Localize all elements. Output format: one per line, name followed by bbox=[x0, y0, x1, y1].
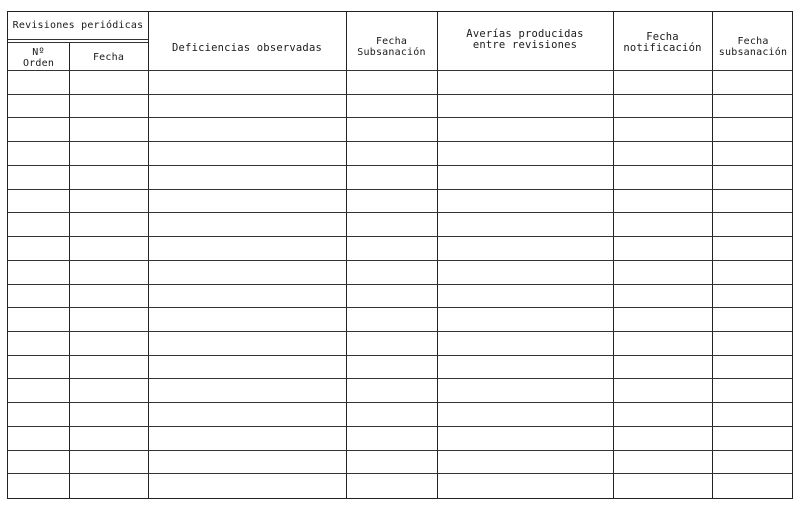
header-revisiones-periodicas: Revisiones periódicas bbox=[12, 20, 144, 31]
table-row-rule bbox=[8, 165, 792, 166]
header-deficiencias-observadas: Deficiencias observadas bbox=[172, 41, 322, 54]
table-row-rule bbox=[8, 426, 792, 427]
table-row-rule bbox=[8, 94, 792, 95]
maintenance-log-form bbox=[7, 11, 793, 499]
header-bottom-rule bbox=[8, 70, 792, 71]
table-row-rule bbox=[8, 307, 792, 308]
table-row-rule bbox=[8, 212, 792, 213]
table-row-rule bbox=[8, 260, 792, 261]
table-row-rule bbox=[8, 402, 792, 403]
table-row-rule bbox=[8, 189, 792, 190]
table-row-rule bbox=[8, 236, 792, 237]
header-averias-producidas: Averías producidas entre revisiones bbox=[466, 28, 584, 51]
table-row-rule bbox=[8, 473, 792, 474]
table-row-rule bbox=[8, 117, 792, 118]
table-row-rule bbox=[8, 331, 792, 332]
header-fecha-subsanacion: Fecha Subsanación bbox=[357, 36, 426, 58]
table-row-rule bbox=[8, 284, 792, 285]
header-fecha-notificacion: Fecha notificación bbox=[623, 31, 702, 54]
group-header-rule bbox=[8, 39, 148, 40]
header-numero-orden: Nº Orden bbox=[22, 47, 55, 69]
table-row-rule bbox=[8, 141, 792, 142]
header-fecha: Fecha bbox=[92, 51, 125, 63]
column-divider bbox=[69, 43, 70, 498]
table-row-rule bbox=[8, 450, 792, 451]
header-fecha-subsanacion-2: Fecha subsanación bbox=[718, 36, 788, 58]
table-row-rule bbox=[8, 378, 792, 379]
table-row-rule bbox=[8, 355, 792, 356]
